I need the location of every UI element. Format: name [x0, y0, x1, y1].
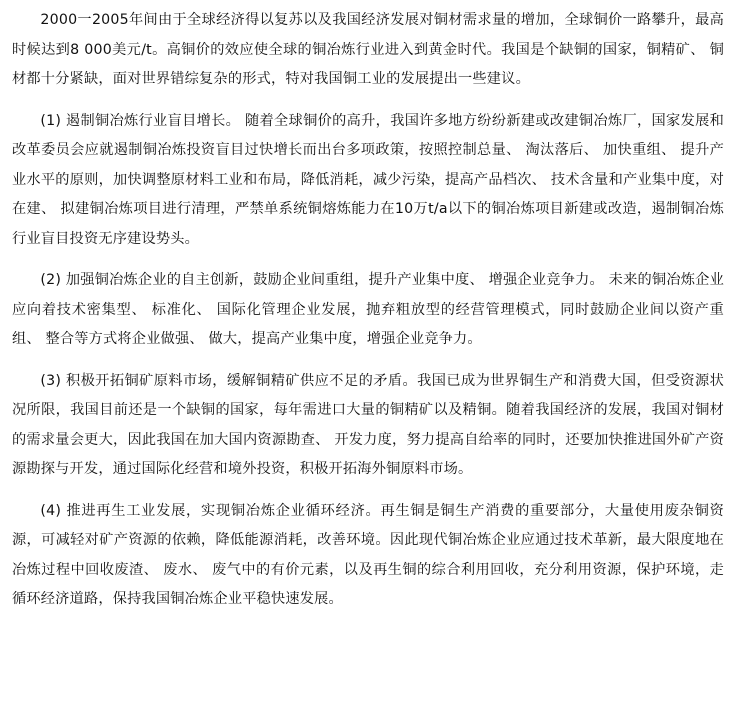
- document-body: [12, 6, 724, 615]
- paragraph-point-4: (4) 推进再生工业发展，实现铜冶炼企业循环经济。再生铜是铜生产消费的重要部分，大量使用废杂铜资源，可减轻对矿产资源的依赖，降低能源消耗，改善环境。因此现代铜冶炼企业应通过技术革新，最大限度地在冶炼过程中回收废渣、 废水、 废气中的有价元素，以及再生铜的综合利用回收，充分利用资源，保护环境，走循环经济道路，保持我国铜冶炼企业平稳快速发展。: [12, 502, 724, 607]
- paragraph-intro: 2000一2005年间由于全球经济得以复苏以及我国经济发展对铜材需求量的增加，全球铜价一路攀升，最高时候达到8 000美元/t。高铜价的效应使全球的铜冶炼行业进入到黄金时代。我国是个缺铜的国家，铜精矿、 铜材都十分紧缺，面对世界错综复杂的形式，特对我国铜工业的发展提出一些建议。: [12, 12, 724, 87]
- paragraph-point-3: (3) 积极开拓铜矿原料市场，缓解铜精矿供应不足的矛盾。我国已成为世界铜生产和消费大国，但受资源状况所限，我国目前还是一个缺铜的国家，每年需进口大量的铜精矿以及精铜。随着我国经济的发展，我国对铜材的需求量会更大，因此我国在加大国内资源勘查、 开发力度，努力提高自给率的同时，还要加快推进国外矿产资源勘探与开发，通过国际化经营和境外投资，积极开拓海外铜原料市场。: [12, 372, 724, 477]
- paragraph-point-1: (1) 遏制铜冶炼行业盲目增长。 随着全球铜价的高升，我国许多地方纷纷新建或改建铜冶炼厂，国家发展和改革委员会应就遏制铜冶炼投资盲目过快增长而出台多项政策，按照控制总量、 淘汰落后、 加快重组、 提升产业水平的原则，加快调整原材料工业和布局，降低消耗，减少污染，提高产品档次、 技术含量和产业集中度，对在建、 拟建铜冶炼项目进行清理，严禁单系统铜熔炼能力在10万t/a以下的铜冶炼项目新建或改造，遏制铜冶炼行业盲目投资无序建设势头。: [12, 112, 724, 247]
- paragraph-point-2: (2) 加强铜冶炼企业的自主创新，鼓励企业间重组，提升产业集中度、 增强企业竞争力。 未来的铜冶炼企业应向着技术密集型、 标准化、 国际化管理企业发展，抛弃粗放型的经营管理模式，同时鼓励企业间以资产重组、 整合等方式将企业做强、 做大，提高产业集中度，增强企业竞争力。: [12, 272, 724, 347]
